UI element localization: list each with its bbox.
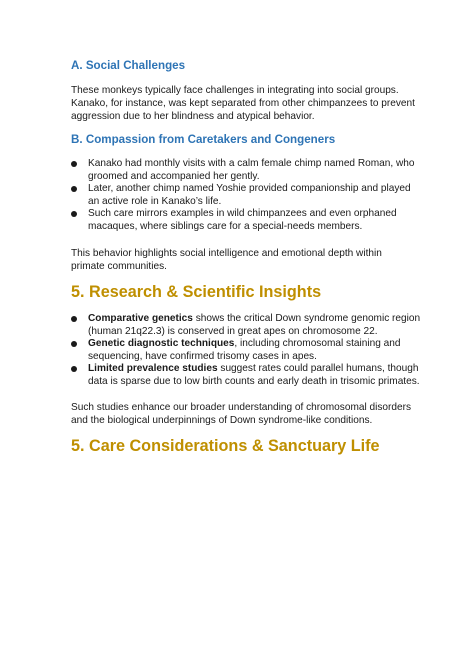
section-a-paragraph bbox=[71, 84, 415, 123]
paragraph-line: and the biological underpinnings of Down syndrome-like conditions. bbox=[71, 415, 373, 426]
paragraph-line: Kanako, for instance, was kept separated from other chimpanzees to prevent bbox=[71, 98, 415, 109]
bullet-line: Later, another chimp named Yoshie provided companionship and played bbox=[88, 183, 411, 194]
bullet-icon bbox=[71, 161, 77, 167]
section-b-closing-paragraph bbox=[71, 247, 411, 273]
paragraph-line: primate communities. bbox=[71, 261, 167, 272]
bullet-line: (human 21q22.3) is conserved in great apes on chromosome 22. bbox=[88, 325, 378, 337]
bold-term: Comparative genetics bbox=[88, 313, 193, 324]
bullet-line: Kanako had monthly visits with a calm female chimp named Roman, who bbox=[88, 158, 415, 169]
bullet-line: Such care mirrors examples in wild chimpanzees and even orphaned bbox=[88, 208, 397, 219]
bullet-first-line bbox=[88, 338, 421, 351]
bullet-line: groomed and accompanied her gently. bbox=[88, 170, 260, 182]
bullet-text: shows the critical Down syndrome genomic region bbox=[192, 313, 421, 324]
section-b-bullet-list bbox=[71, 158, 421, 233]
research-bullet-list bbox=[71, 313, 421, 388]
bullet-text: , including chromosomal staining and bbox=[234, 338, 401, 349]
list-item bbox=[71, 158, 421, 183]
section-b-heading: B. Compassion from Caretakers and Congeners bbox=[71, 133, 336, 146]
bold-term: Limited prevalence studies bbox=[88, 363, 218, 374]
paragraph-line: These monkeys typically face challenges in integrating into social groups. bbox=[71, 85, 399, 96]
list-item bbox=[71, 313, 421, 338]
bullet-line: sequencing, have confirmed trisomy cases in apes. bbox=[88, 350, 317, 362]
bullet-icon bbox=[71, 341, 77, 347]
bullet-text: suggest rates could parallel humans, though bbox=[217, 363, 419, 374]
bullet-icon bbox=[71, 211, 77, 217]
list-item bbox=[71, 208, 421, 233]
bullet-line: data is sparse due to low birth counts and early death in trisomic primates. bbox=[88, 375, 420, 387]
list-item bbox=[71, 363, 421, 388]
bullet-icon bbox=[71, 316, 77, 322]
bullet-line: an active role in Kanako’s life. bbox=[88, 195, 222, 207]
paragraph-line: aggression due to her blindness and atypical behavior. bbox=[71, 111, 315, 122]
list-item bbox=[71, 183, 421, 208]
section-a-heading: A. Social Challenges bbox=[71, 59, 186, 72]
list-item bbox=[71, 338, 421, 363]
bullet-first-line bbox=[88, 313, 421, 326]
bullet-icon bbox=[71, 366, 77, 372]
section-5-research-heading: 5. Research & Scientific Insights bbox=[71, 283, 322, 301]
research-closing-paragraph bbox=[71, 401, 411, 427]
bullet-icon bbox=[71, 186, 77, 192]
bullet-first-line bbox=[88, 363, 421, 376]
paragraph-line: This behavior highlights social intelligence and emotional depth within bbox=[71, 248, 382, 259]
bullet-line: macaques, where siblings care for a special-needs members. bbox=[88, 220, 363, 232]
paragraph-line: Such studies enhance our broader understanding of chromosomal disorders bbox=[71, 402, 412, 413]
section-5-care-heading: 5. Care Considerations & Sanctuary Life bbox=[71, 437, 380, 455]
bold-term: Genetic diagnostic techniques bbox=[88, 338, 235, 349]
